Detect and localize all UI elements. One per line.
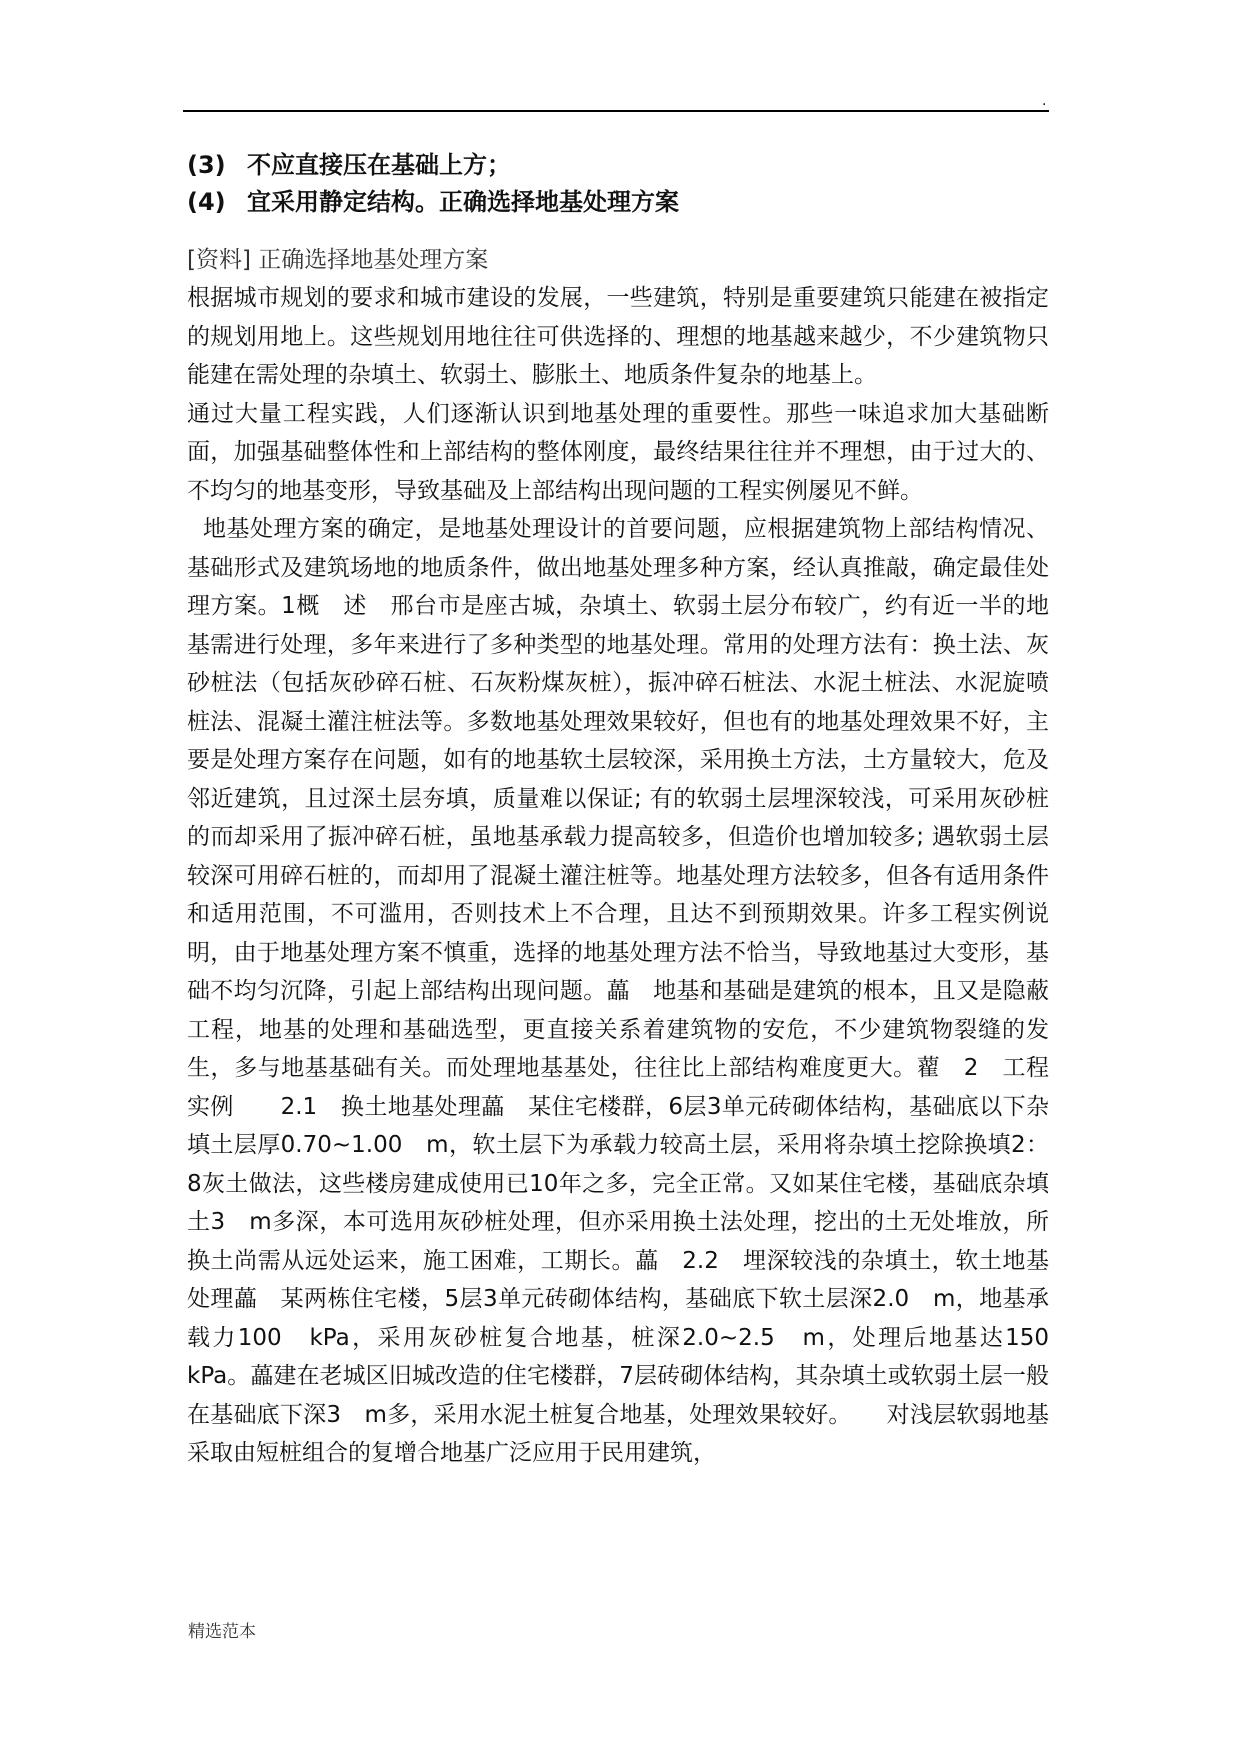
header-mark: .: [1042, 93, 1047, 109]
paragraph: 地基处理方案的确定，是地基处理设计的首要问题，应根据建筑物上部结构情况、基础形式及建筑场地的地质条件，做出地基处理多种方案，经认真推敲，确定最佳处理方案。1概 述 邢台市是座古城，杂填土、软弱土层分布较广，约有近一半的地基需进行处理，多年来进行了多种类型的地基处理。常用的处理方法有：换土法、灰砂桩法（包括灰砂碎石桩、石灰粉煤灰桩），振冲碎石桩法、水泥土桩法、水泥旋喷桩法、混凝土灌注桩法等。多数地基处理效果较好，但也有的地基处理效果不好，主要是处理方案存在问题，如有的地基软土层较深，采用换土方法，土方量较大，危及邻近建筑，且过深土层夯填，质量难以保证; 有的软弱土层埋深较浅，可采用灰砂桩的而却采用了振冲碎石桩，虽地基承载力提高较多，但造价也增加较多; 遇软弱土层较深可用碎石桩的，而却用了混凝土灌注桩等。地基处理方法较多，但各有适用条件和适用范围，不可滥用，否则技术上不合理，且达不到预期效果。许多工程实例说明，由于地基处理方案不慎重，选择的地基处理方法不恰当，导致地基过大变形，基础不均匀沉降，引起上部结构出现问题。藟 地基和基础是建筑的根本，且又是隐蔽工程，地基的处理和基础选型，更直接关系着建筑物的安危，不少建筑物裂缝的发生，多与地基基础有关。而处理地基基处，往往比上部结构难度更大。藋 2 工程实例 2.1 换土地基处理藟 某住宅楼群，6层3单元砖砌体结构，基础底以下杂填土层厚0.70~1.00 m，软土层下为承载力较高土层，采用将杂填土挖除换填2：8灰土做法，这些楼房建成使用已10年之多，完全正常。又如某住宅楼，基础底杂填土3 m多深，本可选用灰砂桩处理，但亦采用换土法处理，挖出的土无处堆放，所换土尚需从远处运来，施工困难，工期长。藟 2.2 埋深较浅的杂填土，软土地基处理藟 某两栋住宅楼，5层3单元砖砌体结构，基础底下软土层深2.0 m，地基承载力100 kPa，采用灰砂桩复合地基，桩深2.0~2.5 m，处理后地基达150 kPa。藟建在老城区旧城改造的住宅楼群，7层砖砌体结构，其杂填土或软弱土层一般在基础底下深3 m多，采用水泥土桩复合地基，处理效果较好。 对浅层软弱地基采取由短桩组合的复增合地基广泛应用于民用建筑，: [187, 516, 1072, 1466]
list-text: 不应直接压在基础上方；: [247, 151, 511, 179]
header-rule: [183, 110, 1049, 112]
document-body: [187, 147, 1072, 1473]
list-number: (4): [187, 188, 226, 216]
source-heading: [资料] 正确选择地基处理方案: [187, 247, 489, 273]
list-number: (3): [187, 151, 226, 179]
list-item: [187, 184, 1049, 221]
list-item: [187, 147, 1049, 184]
paragraph: 根据城市规划的要求和城市建设的发展，一些建筑，特别是重要建筑只能建在被指定的规划用地上。这些规划用地往往可供选择的、理想的地基越来越少，不少建筑物只能建在需处理的杂填土、软弱土、膨胀土、地质条件复杂的地基上。: [187, 285, 1049, 388]
page-footer: 精选范本: [188, 1622, 256, 1642]
paragraph: 通过大量工程实践，人们逐渐认识到地基处理的重要性。那些一味追求加大基础断面，加强基础整体性和上部结构的整体刚度，最终结果往往并不理想，由于过大的、不均匀的地基变形，导致基础及上部结构出现问题的工程实例屡见不鲜。: [187, 400, 1049, 504]
list-text: 宜采用静定结构。正确选择地基处理方案: [247, 188, 679, 216]
